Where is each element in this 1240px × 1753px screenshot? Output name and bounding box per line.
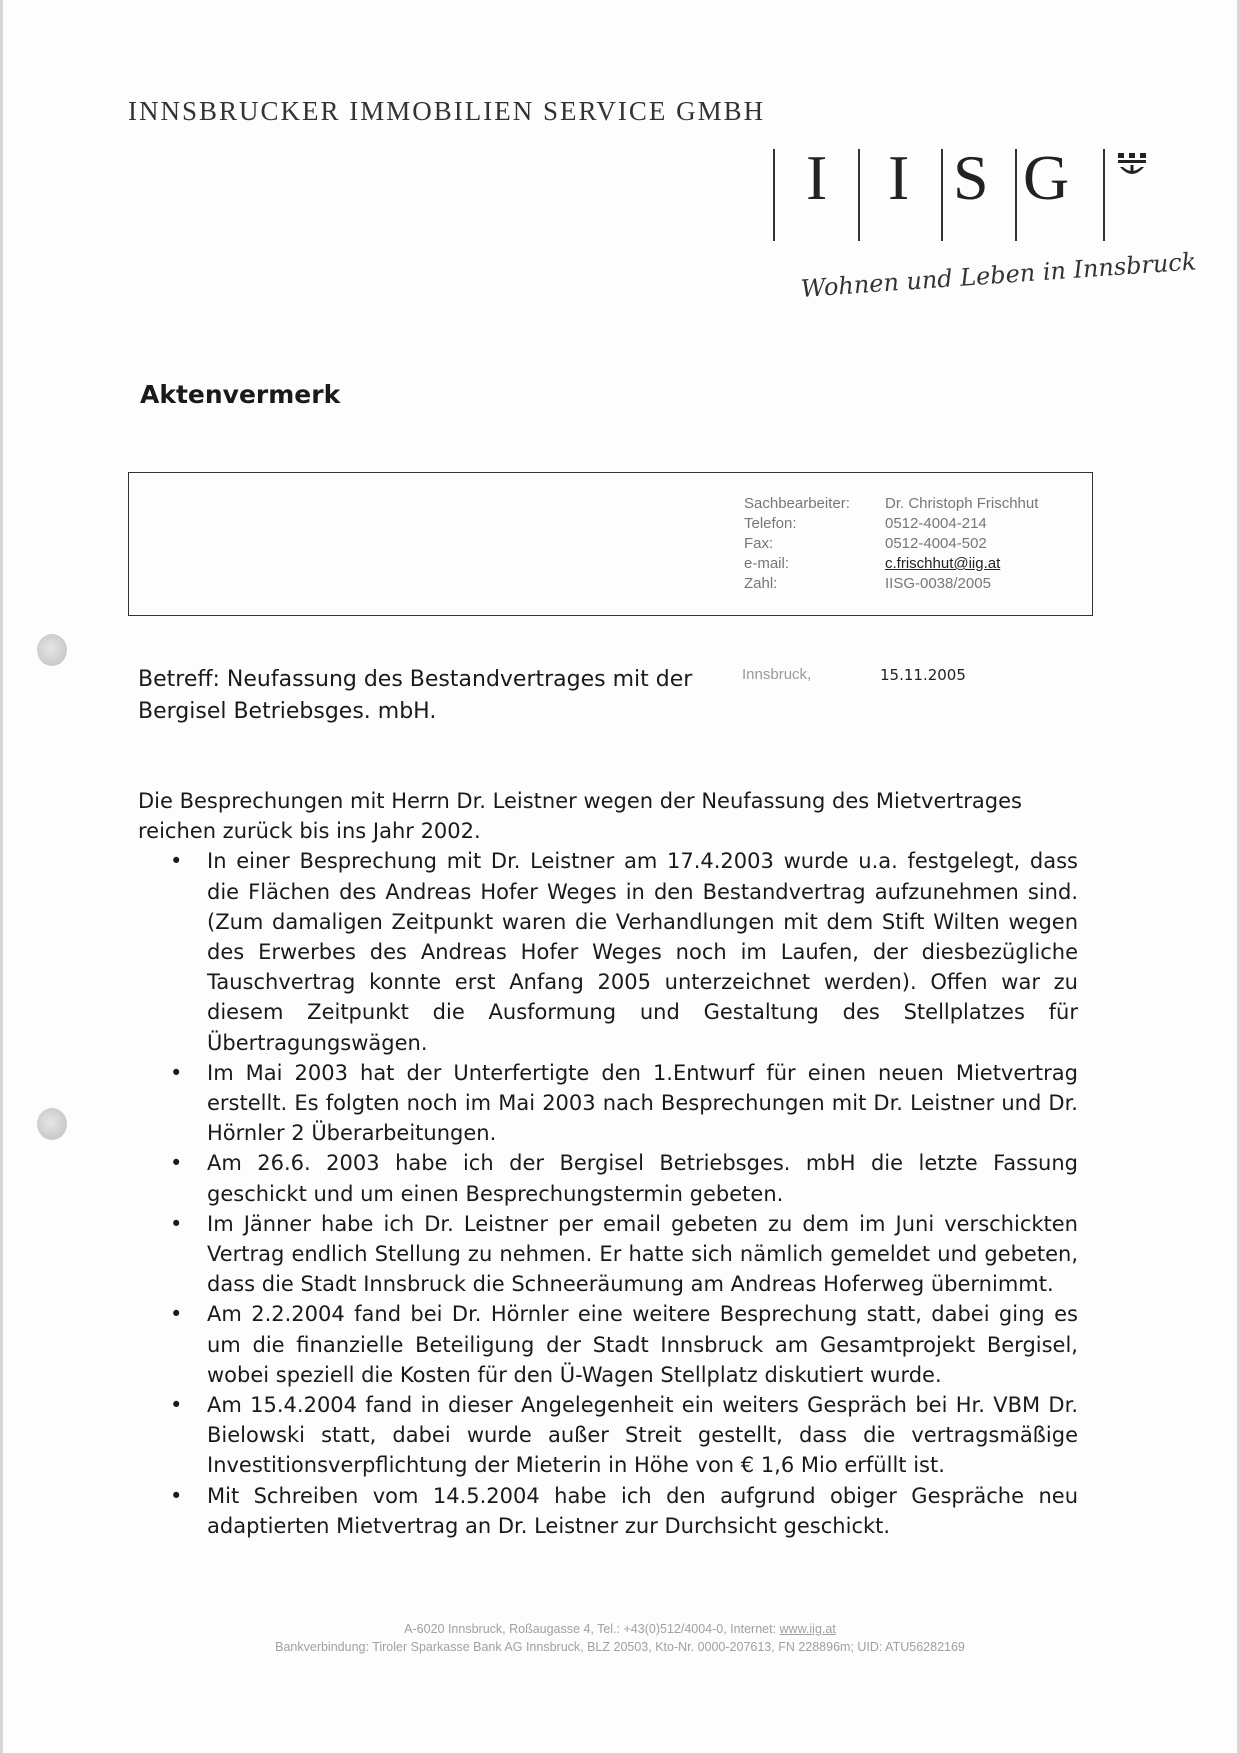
innsbruck-crest-icon (1116, 151, 1148, 181)
info-value: Dr. Christoph Frischhut (885, 495, 1039, 512)
list-item: • Im Mai 2003 hat der Unterfertigte den 1.Entwurf für einen neuen Mietvertrag erstellt. Es folgten noch im Mai 2003 nach Besprechungen mit Dr. Leistner und Dr. Hörnler 2 Überarbeitungen. (138, 1058, 1078, 1149)
scan-punch-hole (37, 634, 67, 666)
logo-letter-2: I (888, 142, 910, 213)
subject-line: Betreff: Neufassung des Bestandvertrages mit der (138, 667, 693, 692)
document-title: Aktenvermerk (140, 380, 341, 409)
info-row-email (744, 555, 1038, 575)
info-label: Zahl: (744, 575, 778, 592)
logo-divider (1015, 149, 1017, 241)
date: 15.11.2005 (880, 666, 966, 684)
info-label: Sachbearbeiter: (744, 495, 850, 512)
tagline: Wohnen und Leben in Innsbruck (800, 247, 1198, 303)
list-item: • Am 26.6. 2003 habe ich der Bergisel Betriebsges. mbH die letzte Fassung geschickt und um einen Besprechungstermin gebeten. (138, 1148, 1078, 1208)
scan-punch-hole (37, 1108, 67, 1140)
info-row-fax (744, 535, 1038, 555)
info-value: 0512-4004-502 (885, 535, 987, 552)
subject-line: Bergisel Betriebsges. mbH. (138, 699, 437, 724)
place: Innsbruck, (742, 666, 812, 683)
list-item: • Mit Schreiben vom 14.5.2004 habe ich den aufgrund obiger Gespräche neu adaptierten Mietvertrag an Dr. Leistner zur Durchsicht geschickt. (138, 1481, 1078, 1541)
info-box (128, 472, 1093, 616)
logo-letter-4: G (1023, 142, 1070, 213)
logo-letter-1: I (806, 142, 828, 213)
info-label: Fax: (744, 535, 774, 552)
subject (138, 664, 718, 728)
info-value: 0512-4004-214 (885, 515, 987, 532)
logo-divider (941, 149, 943, 241)
website-link[interactable]: www.iig.at (779, 1622, 836, 1636)
logo-divider (858, 149, 860, 241)
info-row-phone (744, 515, 1038, 535)
info-row-reference (744, 575, 1038, 595)
bullet-list (138, 846, 1078, 1541)
memo-body (138, 786, 1078, 1541)
intro-paragraph: Die Besprechungen mit Herrn Dr. Leistner wegen der Neufassung des Mietvertrages reichen zurück bis ins Jahr 2002. (138, 789, 1022, 844)
logo-letter-3: S (953, 142, 989, 213)
footer-address (0, 1622, 1240, 1636)
footer-bank: Bankverbindung: Tiroler Sparkasse Bank AG Innsbruck, BLZ 20503, Kto-Nr. 0000-207613, FN 228896m; UID: ATU56282169 (275, 1640, 965, 1654)
company-name: INNSBRUCKER IMMOBILIEN SERVICE GMBH (128, 96, 766, 126)
scan-edge-left (0, 0, 3, 1753)
list-item: • Im Jänner habe ich Dr. Leistner per email gebeten zu dem im Juni verschickten Vertrag endlich Stellung zu nehmen. Er hatte sich nämlich gemeldet und gebeten, dass die Stadt Innsbruck die Schneeräumung am Andreas Hoferweg übernimmt. (138, 1209, 1078, 1300)
email-link[interactable]: c.frischhut@iig.at (885, 555, 1001, 572)
list-item: • Am 15.4.2004 fand in dieser Angelegenheit ein weiters Gespräch bei Hr. VBM Dr. Bielowski statt, dabei wurde außer Streit gestellt, dass die vertragsmäßige Investitionsverpflichtung der Mieterin in Höhe von € 1,6 Mio erfüllt ist. (138, 1390, 1078, 1481)
footer-address-text: A-6020 Innsbruck, Roßaugasse 4, Tel.: +43(0)512/4004-0, Internet: (404, 1622, 780, 1636)
logo-divider (773, 149, 775, 241)
info-value: IISG-0038/2005 (885, 575, 991, 592)
logo-divider (1103, 149, 1105, 241)
iisg-logo (773, 143, 1163, 241)
list-item: • Am 2.2.2004 fand bei Dr. Hörnler eine weitere Besprechung statt, dabei ging es um die finanzielle Beteiligung der Stadt Innsbruck am Gesamtprojekt Bergisel, wobei speziell die Kosten für den Ü-Wagen Stellplatz diskutiert wurde. (138, 1299, 1078, 1390)
info-row-clerk (744, 495, 1038, 515)
info-label: Telefon: (744, 515, 797, 532)
list-item: • In einer Besprechung mit Dr. Leistner am 17.4.2003 wurde u.a. festgelegt, dass die Flächen des Andreas Hofer Weges in den Bestandvertrag aufzunehmen sind. (Zum damaligen Zeitpunkt waren die Verhandlungen mit dem Stift Wilten wegen des Erwerbes des Andreas Hofer Weges noch im Laufen, der diesbezügliche Tauschvertrag konnte erst Anfang 2005 unterzeichnet werden). Offen war zu diesem Zeitpunkt die Ausformung und Gestaltung des Stellplatzes für Übertragungswägen. (138, 846, 1078, 1057)
contact-details (744, 495, 1038, 595)
info-label: e-mail: (744, 555, 790, 572)
